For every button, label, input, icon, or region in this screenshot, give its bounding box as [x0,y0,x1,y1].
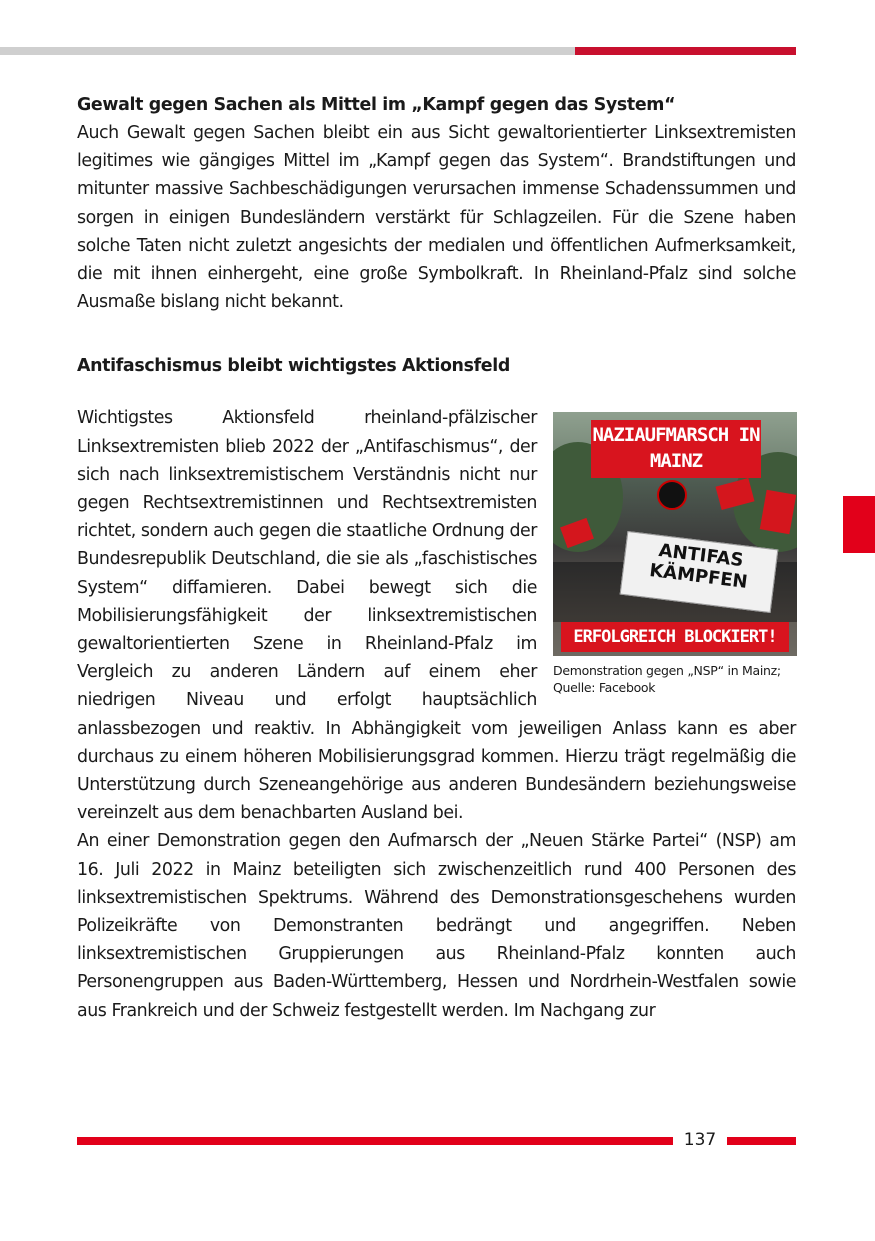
paragraph-nsp-demonstration: An einer Demonstration gegen den Aufmarsch der „Neuen Stärke Partei“ (NSP) am 16. Juli 2022 in Mainz beteiligten sich zwischenzeitlich rund 400 Personen des linksextremistischen Spektrums. Während des Demonstrationsgeschehens wurden Polizeikräfte von Demonstranten bedrängt und angegriffen. Neben linksextremistischen Gruppierungen aus Rheinland-Pfalz konnten auch Personengruppen aus Baden-Württemberg, Hessen und Nordrhein-Westfalen sowie aus Frankreich und der Schweiz festgestellt werden. Im Nachgang zur [77,831,796,1021]
paragraph-antifascism: Wichtigstes Aktionsfeld rheinland-pfälzischer Linksextremisten blieb 2022 der „Antifaschismus“, der sich nach linksextremistischem Verständnis nicht nur gegen Rechtsextremistinnen und Rechtsextremisten richtet, sondern auch gegen die staatliche Ordnung der Bundesrepublik Deutschland, die sie als „faschistisches System“ diffamieren. Dabei bewegt sich die Mobilisierungsfähigkeit der linksextremistischen gewaltorientierten Szene in Rheinland-Pfalz im Vergleich zu anderen Ländern auf einem eher niedrigen Niveau und erfolgt hauptsächlich anlassbezogen und reaktiv. In Abhängigkeit vom jeweiligen Anlass kann es aber durchaus zu einem höheren Mobilisierungsgrad kommen. Hierzu trägt regelmäßig die Unterstützung durch Szeneangehörige aus anderen Bundesändern beziehungsweise vereinzelt aus dem benachbarten Ausland bei. [77,408,796,824]
chapter-side-tab [843,496,875,553]
figure-caption: Demonstration gegen „NSP“ in Mainz; Quelle: Facebook [553,663,781,696]
paragraph-violence-against-property: Auch Gewalt gegen Sachen bleibt ein aus Sicht gewaltorientierter Linksextremisten legitimes wie gängiges Mittel im „Kampf gegen das System“. Brandstiftungen und mitunter massive Sachbeschädigungen verursachen immense Schadenssummen und sorgen in einigen Bundesländern verstärkt für Schlagzeilen. Für die Szene haben solche Taten nicht zuletzt angesichts der medialen und öffentlichen Aufmerksamkeit, die mit ihnen einhergeht, eine große Symbolkraft. In Rheinland-Pfalz sind solche Ausmaße bislang nicht bekannt. [77,123,796,313]
bottom-rule-right [727,1137,796,1145]
section-heading-antifascism: Antifaschismus bleibt wichtigstes Aktionsfeld [77,356,510,377]
section-heading-violence-against-property: Gewalt gegen Sachen als Mittel im „Kampf gegen das System“ [77,95,676,115]
top-rule-red [575,47,796,55]
demonstration-photo [553,412,797,656]
banner-top-text: NAZIAUFMARSCH IN MAINZ [591,420,761,478]
figure-demonstration [553,412,797,696]
page-content [77,88,796,1025]
page-number: 137 [683,1130,717,1150]
top-rule-grey [0,47,575,55]
antifa-logo [657,480,687,510]
bottom-rule-left [77,1137,673,1145]
protest-banner: ANTIFAS KÄMPFEN [620,531,779,613]
antifascism-block [77,404,796,827]
banner-bottom-text: ERFOLGREICH BLOCKIERT! [561,622,789,652]
